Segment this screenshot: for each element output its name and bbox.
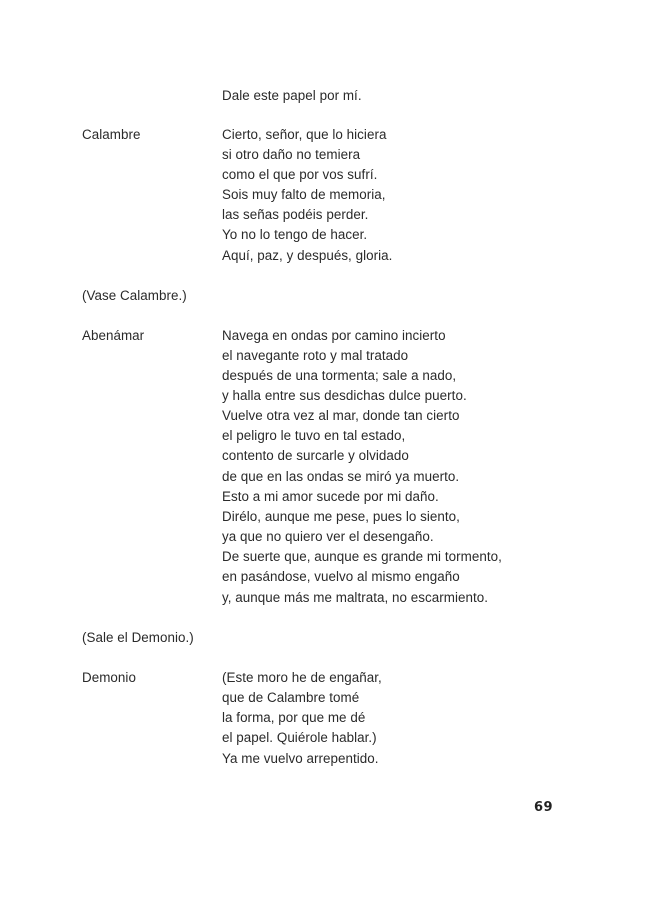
verse-line: en pasándose, vuelvo al mismo engaño (222, 569, 460, 584)
page-number: 69 (534, 800, 554, 815)
verse-line: Navega en ondas por camino incierto (222, 328, 446, 343)
verse-line: las señas podéis perder. (222, 207, 369, 222)
verse-line: (Este moro he de engañar, (222, 670, 382, 685)
verse-line: Dirélo, aunque me pese, pues lo siento, (222, 509, 460, 524)
verse-line: como el que por vos sufrí. (222, 167, 378, 182)
verse-line: Yo no lo tengo de hacer. (222, 227, 368, 242)
verse-line: Ya me vuelvo arrepentido. (222, 751, 379, 766)
verse-line: contento de surcarle y olvidado (222, 448, 409, 463)
verse-line: el papel. Quiérole hablar.) (222, 730, 377, 745)
verse-line: Dale este papel por mí. (222, 88, 362, 103)
verse-line: el navegante roto y mal tratado (222, 348, 409, 363)
verse-line: después de una tormenta; sale a nado, (222, 368, 457, 383)
verse-line: ya que no quiero ver el desengaño. (222, 529, 434, 544)
verse-line: la forma, por que me dé (222, 710, 366, 725)
verse-line: Sois muy falto de memoria, (222, 187, 386, 202)
verse-line: Cierto, señor, que lo hiciera (222, 127, 387, 142)
verse-line: Vuelve otra vez al mar, donde tan cierto (222, 408, 460, 423)
verse-line: y halla entre sus desdichas dulce puerto. (222, 388, 467, 403)
stage-direction: (Vase Calambre.) (82, 288, 187, 303)
stage-direction: (Sale el Demonio.) (82, 630, 194, 645)
speaker-name: Abenámar (82, 328, 145, 343)
verse-line: De suerte que, aunque es grande mi tormento, (222, 549, 502, 564)
verse-line: si otro daño no temiera (222, 147, 361, 162)
verse-line: y, aunque más me maltrata, no escarmiento. (222, 590, 489, 605)
verse-line: Aquí, paz, y después, gloria. (222, 248, 393, 263)
verse-line: el peligro le tuvo en tal estado, (222, 428, 406, 443)
verse-line: que de Calambre tomé (222, 690, 360, 705)
speaker-name: Demonio (82, 670, 136, 685)
verse-line: Esto a mi amor sucede por mi daño. (222, 489, 439, 504)
speaker-name: Calambre (82, 127, 141, 142)
verse-line: de que en las ondas se miró ya muerto. (222, 469, 460, 484)
